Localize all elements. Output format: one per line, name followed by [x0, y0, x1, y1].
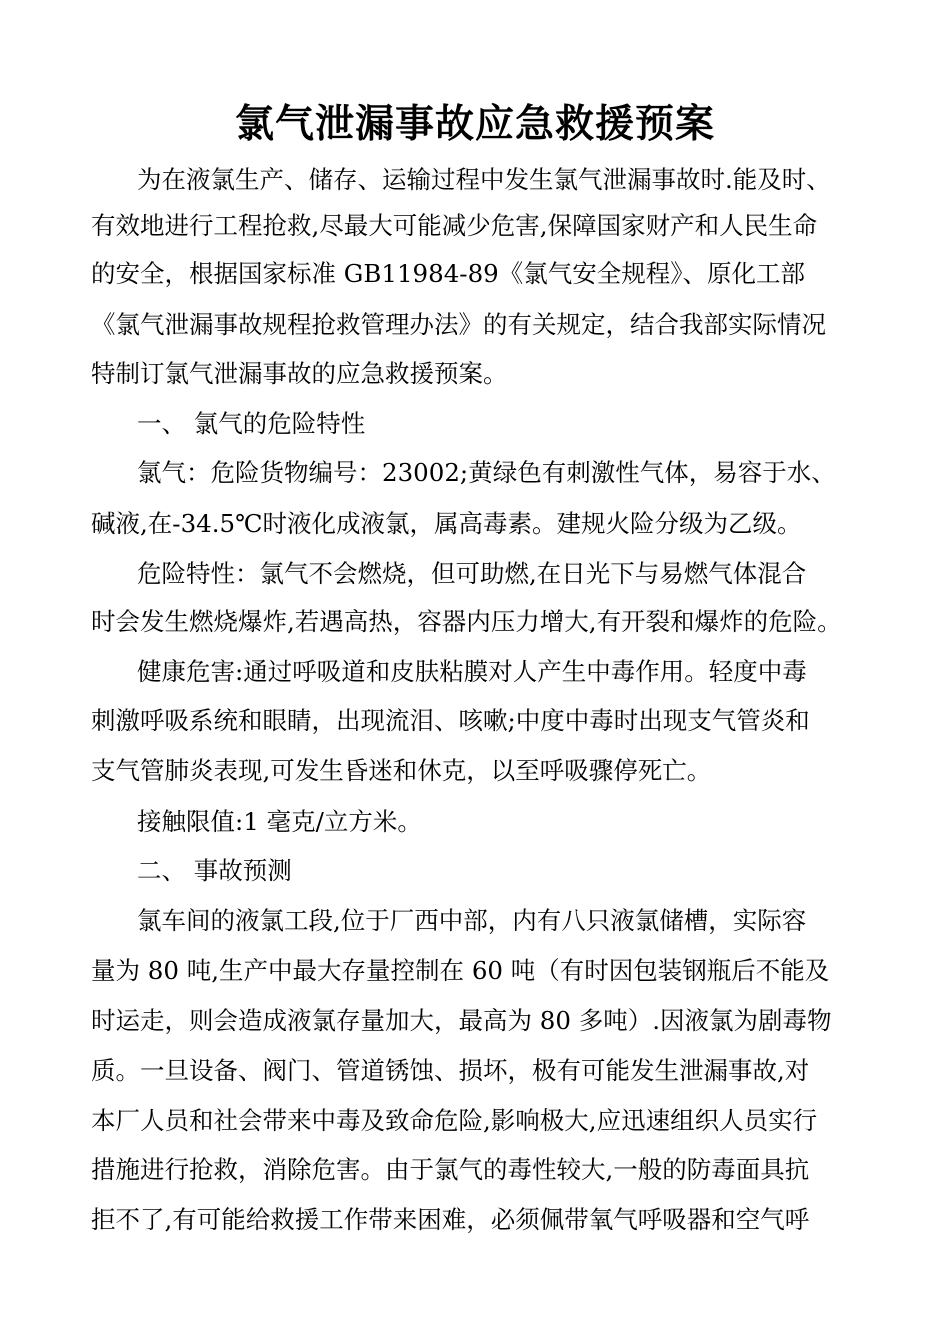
paragraph-line: 拒不了,有可能给救援工作带来困难，必须佩带氧气呼吸器和空气呼 [91, 1205, 810, 1234]
paragraph-line: 健康危害:通过呼吸道和皮肤粘膜对人产生中毒作用。轻度中毒 [137, 657, 807, 686]
paragraph-line: 氯气：危险货物编号：23002;黄绿色有刺激性气体，易容于水、 [137, 458, 836, 487]
paragraph-line: 本厂人员和社会带来中毒及致命危险,影响极大,应迅速组织人员实行 [91, 1106, 818, 1135]
section-heading-1: 一、 氯气的危险特性 [137, 409, 366, 438]
paragraph-line: 有效地进行工程抢救,尽最大可能减少危害,保障国家财产和人民生命 [91, 211, 818, 240]
paragraph-line: 质。一旦设备、阀门、管道锈蚀、损坏，极有可能发生泄漏事故,对 [91, 1056, 810, 1085]
document-title: 氯气泄漏事故应急救援预案 [234, 101, 715, 147]
paragraph-line: 为在液氯生产、储存、运输过程中发生氯气泄漏事故时.能及时、 [137, 165, 831, 194]
paragraph-line: 刺激呼吸系统和眼睛，出现流泪、咳嗽;中度中毒时出现支气管炎和 [91, 706, 810, 735]
paragraph-line: 措施进行抢救，消除危害。由于氯气的毒性较大,一般的防毒面具抗 [91, 1155, 810, 1184]
paragraph-line: 时会发生燃烧爆炸,若遇高热，容器内压力增大,有开裂和爆炸的危险。 [91, 607, 842, 636]
paragraph-line: 接触限值:1 毫克/立方米。 [137, 807, 422, 836]
paragraph-line: 特制订氯气泄漏事故的应急救援预案。 [91, 359, 508, 388]
paragraph-line: 碱液,在-34.5℃时液化成液氯，属高毒素。建规火险分级为乙级。 [91, 509, 802, 538]
paragraph-line: 的安全，根据国家标准 GB11984-89《氯气安全规程》、原化工部 [91, 259, 806, 288]
paragraph-line: 危险特性：氯气不会燃烧，但可助燃,在日光下与易燃气体混合 [137, 559, 807, 588]
section-heading-2: 二、 事故预测 [137, 856, 292, 885]
paragraph-line: 支气管肺炎表现,可发生昏迷和休克，以至呼吸骤停死亡。 [91, 756, 712, 785]
paragraph-line: 量为 80 吨,生产中最大存量控制在 60 吨（有时因包装钢瓶后不能及 [91, 956, 830, 985]
paragraph-line: 《氯气泄漏事故规程抢救管理办法》的有关规定，结合我部实际情况 [91, 310, 826, 339]
paragraph-line: 时运走，则会造成液氯存量加大，最高为 80 多吨）.因液氯为剧毒物 [91, 1006, 832, 1035]
paragraph-line: 氯车间的液氯工段,位于厂西中部，内有八只液氯储槽，实际容 [137, 906, 807, 935]
